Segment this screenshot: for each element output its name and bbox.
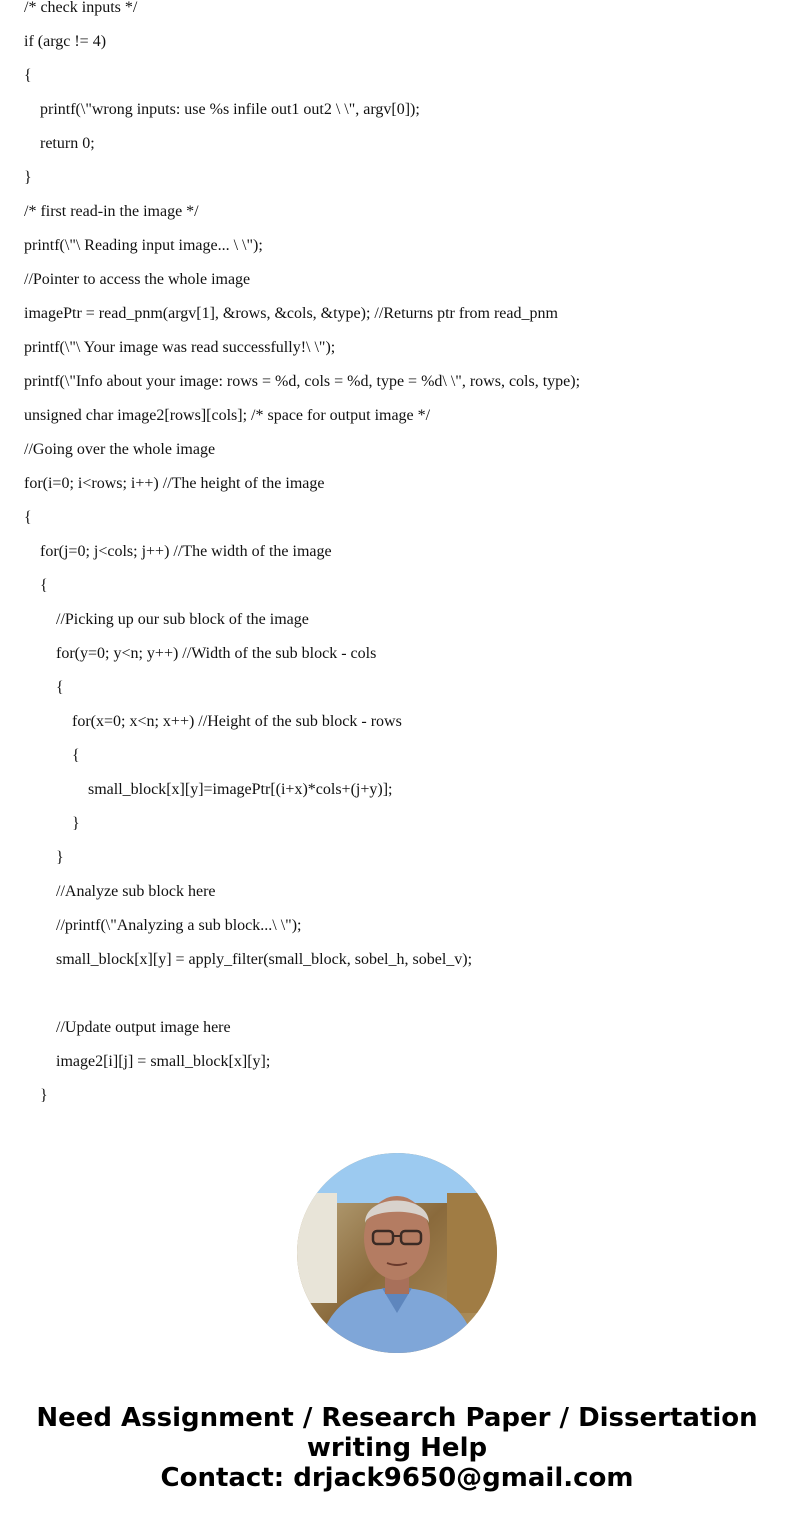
code-line: { <box>72 747 80 764</box>
code-line: for(y=0; y<n; y++) //Width of the sub block - cols <box>56 645 377 662</box>
code-line: return 0; <box>40 135 95 152</box>
code-line: for(j=0; j<cols; j++) //The width of the image <box>40 543 332 560</box>
code-line: //Update output image here <box>56 1019 231 1036</box>
code-line: } <box>24 169 32 186</box>
code-line: //printf(\"Analyzing a sub block...\ \"); <box>56 917 302 934</box>
code-line: /* check inputs */ <box>24 0 138 16</box>
code-line: { <box>56 679 64 696</box>
code-line: //Going over the whole image <box>24 441 216 458</box>
code-line: unsigned char image2[rows][cols]; /* space for output image */ <box>24 407 431 424</box>
blank-line <box>24 980 784 1014</box>
code-line: if (argc != 4) <box>24 33 107 50</box>
code-listing <box>24 0 784 1116</box>
code-line: /* first read-in the image */ <box>24 203 199 220</box>
code-line: small_block[x][y]=imagePtr[(i+x)*cols+(j+y)]; <box>88 781 393 798</box>
code-line: for(i=0; i<rows; i++) //The height of the image <box>24 475 325 492</box>
code-line: //Analyze sub block here <box>56 883 216 900</box>
promo-line: writing Help <box>306 1433 488 1463</box>
code-line: } <box>40 1087 48 1104</box>
code-line: { <box>24 509 32 526</box>
code-line: small_block[x][y] = apply_filter(small_block, sobel_h, sobel_v); <box>56 951 473 968</box>
code-line: printf(\"\ Reading input image... \ \"); <box>24 237 263 254</box>
code-line: } <box>72 815 80 832</box>
author-portrait-image <box>297 1153 497 1353</box>
promo-banner <box>0 1403 794 1493</box>
code-line: image2[i][j] = small_block[x][y]; <box>56 1053 271 1070</box>
code-line: for(x=0; x<n; x++) //Height of the sub block - rows <box>72 713 402 730</box>
promo-line: Need Assignment / Research Paper / Dissertation <box>36 1403 758 1433</box>
code-line: printf(\"Info about your image: rows = %d, cols = %d, type = %d\ \", rows, cols, type); <box>24 373 581 390</box>
code-line: //Picking up our sub block of the image <box>56 611 309 628</box>
code-line: printf(\"\ Your image was read successfully!\ \"); <box>24 339 336 356</box>
code-line: { <box>24 67 32 84</box>
code-line: imagePtr = read_pnm(argv[1], &rows, &cols, &type); //Returns ptr from read_pnm <box>24 305 558 322</box>
code-line: //Pointer to access the whole image <box>24 271 251 288</box>
avatar <box>297 1153 497 1353</box>
code-line: { <box>40 577 48 594</box>
code-line: printf(\"wrong inputs: use %s infile out1 out2 \ \", argv[0]); <box>40 101 420 118</box>
contact-line: Contact: drjack9650@gmail.com <box>160 1463 634 1493</box>
code-line: } <box>56 849 64 866</box>
